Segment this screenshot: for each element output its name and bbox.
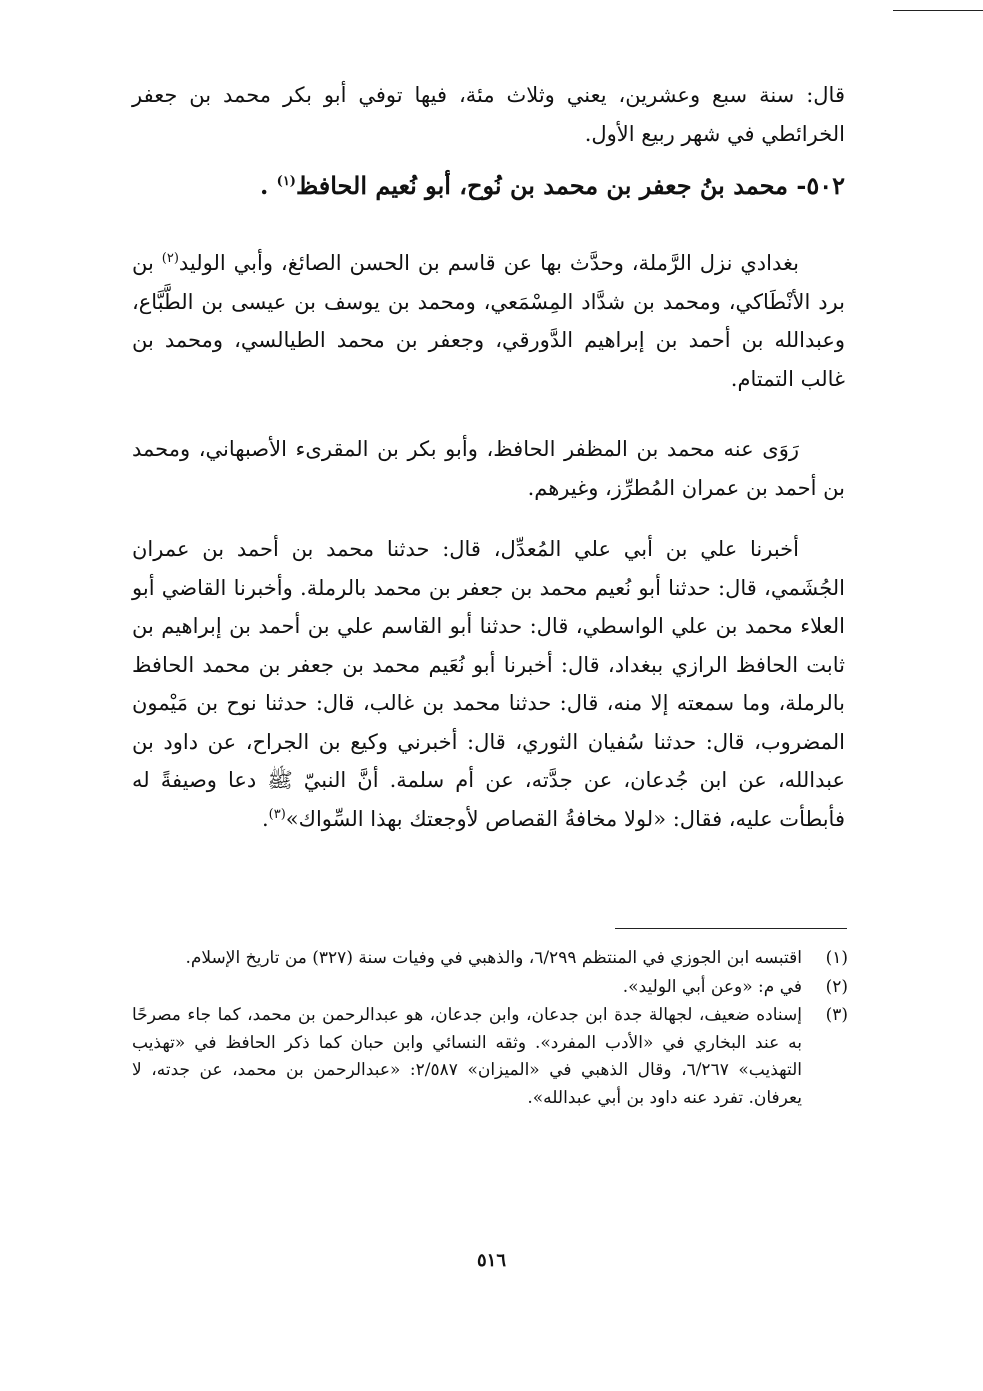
paragraph-text: قال: سنة سبع وعشرين، يعني وثلاث مئة، فيها توفي أبو بكر محمد بن جعفر الخرائطي في شهر ربيع الأول. <box>132 83 845 146</box>
footnote-text: في م: «وعن أبي الوليد». <box>622 976 802 997</box>
paragraph-text: رَوَى عنه محمد بن المظفر الحافظ، وأبو بكر بن المقرىء الأصبهاني، ومحمد بن أحمد بن عمران المُطرِّز، وغيرهم. <box>132 437 845 500</box>
biography-text-start: بغدادي نزل الرَّملة، وحدَّث بها عن قاسم بن الحسن الصائغ، وأبي الوليد <box>178 251 799 275</box>
footnote-mark-3: (٣) <box>268 806 286 822</box>
paragraph-death-note <box>132 76 845 153</box>
paragraph-narrators <box>132 430 845 507</box>
paragraph-hadith <box>132 530 845 838</box>
footnote-number: (١) <box>825 948 848 968</box>
paragraph-text <box>132 244 845 398</box>
paragraph-text <box>132 530 845 838</box>
footnote-item <box>132 1002 848 1112</box>
footnote-number: (٢) <box>825 976 848 997</box>
footnote-separator <box>615 928 847 929</box>
page-number: ٥١٦ <box>476 1250 506 1271</box>
top-edge-rule <box>893 10 983 11</box>
footnote-mark-1: (١) <box>276 174 296 189</box>
footnote-item <box>132 945 848 973</box>
footnote-text: اقتبسه ابن الجوزي في المنتظم ٦/٢٩٩، والذهبي في وفيات سنة (٣٢٧) من تاريخ الإسلام. <box>185 948 802 968</box>
entry-heading-text: ٥٠٢- محمد بنُ جعفر بن محمد بن نُوح، أبو نُعيم الحافظ <box>295 171 845 200</box>
biography-text-rest: بن برد الأنْطَاكي، ومحمد بن شدَّاد المِسْمَعي، ومحمد بن يوسف بن عيسى بن الطَّبَّاع، وعبدالله بن أحمد بن إبراهيم الدَّورقي، وجعفر بن محمد الطيالسي، ومحمد بن غالب التمتام. <box>132 251 845 391</box>
footnote-text: إسناده ضعيف، لجهالة جدة ابن جدعان، وابن جدعان، هو عبدالرحمن بن محمد، كما جاء مصرحًا به عند البخاري في «الأدب المفرد». وثقه النسائي وابن حبان كما ذكر الحافظ في «تهذيب التهذيب» ٦/٢٦٧، وقال الذهبي في «الميزان» ٢/٥٨٧: «عبدالرحمن بن محمد، عن جدته، لا يعرفان. تفرد عنه داود بن أبي عبدالله». <box>132 1005 802 1108</box>
hadith-trailing: . <box>261 806 269 831</box>
footnotes <box>132 945 848 1113</box>
paragraph-biography <box>132 244 845 398</box>
footnote-mark-2: (٢) <box>161 251 179 266</box>
entry-heading-trailing: . <box>259 171 269 200</box>
hadith-text: أخبرنا علي بن أبي علي المُعدِّل، قال: حدثنا محمد بن أحمد بن عمران الجُشَمي، قال: حدثنا أبو نُعيم محمد بن جعفر بن محمد بالرملة. وأخبرنا القاضي أبو العلاء محمد بن علي الواسطي، قال: حدثنا أبو القاسم علي بن أحمد بن إبراهيم بن ثابت الحافظ الرازي ببغداد، قال: أخبرنا أبو نُعَيم محمد بن جعفر بن محمد الحافظ بالرملة، وما سمعته إلا منه، قال: حدثنا محمد بن غالب، قال: حدثنا نوح بن مَيْمون المضروب، قال: حدثنا سُفيان الثوري، قال: أخبرني وكيع بن الجراح، عن داود بن عبدالله، عن ابن جُدعان، عن جدَّته، عن أم سلمة. أنَّ النبيّ ﷺ دعا وصيفةً له فأبطأت عليه، فقال: «لولا مخافةُ القصاص لأوجعتك بهذا السِّواك» <box>132 537 845 831</box>
entry-heading <box>132 164 845 208</box>
footnote-number: (٣) <box>825 1005 848 1025</box>
footnote-item <box>132 974 848 1002</box>
